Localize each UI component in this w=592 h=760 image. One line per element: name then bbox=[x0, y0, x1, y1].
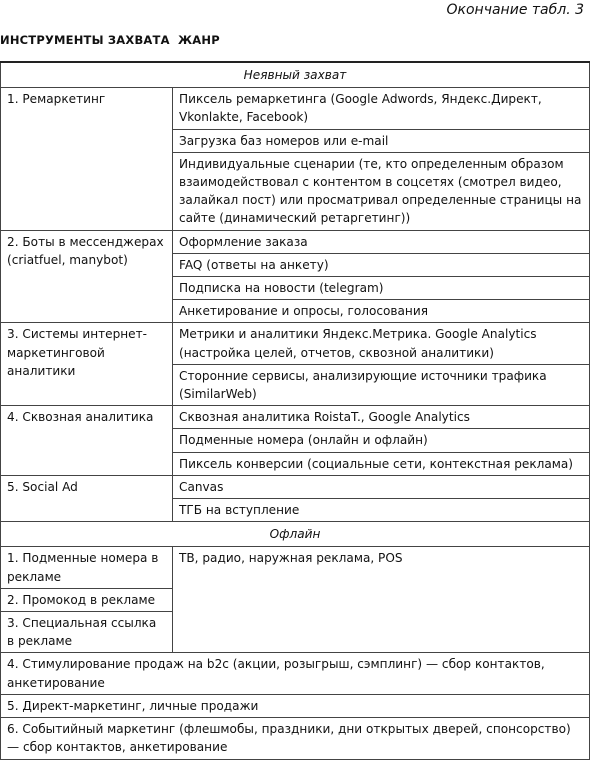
genre-cell: Оформление заказа bbox=[173, 230, 590, 253]
tool-cell: 2. Промокод в рекламе bbox=[1, 588, 173, 611]
table-row bbox=[1, 230, 590, 253]
wide-cell: 4. Стимулирование продаж на b2c (акции, розыгрыш, сэмплинг) — сбор контактов, анкетирование bbox=[1, 653, 590, 694]
table-row bbox=[1, 653, 590, 694]
table-row bbox=[1, 694, 590, 717]
wide-cell: 6. Событийный маркетинг (флешмобы, праздники, дни открытых дверей, спонсорство) — сбор контактов, анкетирование bbox=[1, 718, 590, 759]
section-implicit: Неявный захват bbox=[1, 62, 590, 88]
table-row bbox=[1, 406, 590, 429]
genre-cell: Сторонние сервисы, анализирующие источники трафика (SimilarWeb) bbox=[173, 364, 590, 405]
genre-cell: Пиксель ремаркетинга (Google Adwords, Яндекс.Директ, Vkonlakte, Facebook) bbox=[173, 88, 590, 129]
genre-cell: Canvas bbox=[173, 475, 590, 498]
table-row bbox=[1, 323, 590, 364]
table-row bbox=[1, 88, 590, 129]
tool-cell: 4. Сквозная аналитика bbox=[1, 406, 173, 476]
table-caption: Окончание табл. 3 bbox=[446, 2, 584, 18]
capture-tools-table bbox=[0, 61, 590, 760]
genre-cell: ТВ, радио, наружная реклама, POS bbox=[173, 547, 590, 653]
genre-cell: Загрузка баз номеров или e-mail bbox=[173, 129, 590, 152]
header-tools: ИНСТРУМЕНТЫ ЗАХВАТА bbox=[0, 33, 170, 47]
table-row bbox=[1, 718, 590, 759]
genre-cell: Анкетирование и опросы, голосования bbox=[173, 300, 590, 323]
tool-cell: 3. Системы интернет-маркетинговой аналитики bbox=[1, 323, 173, 406]
wide-cell: 5. Директ-маркетинг, личные продажи bbox=[1, 694, 590, 717]
genre-cell: ТГБ на вступление bbox=[173, 499, 590, 522]
genre-cell: Сквозная аналитика RoistaT., Google Analytics bbox=[173, 406, 590, 429]
genre-cell: Подменные номера (онлайн и офлайн) bbox=[173, 429, 590, 452]
tool-cell: 1. Подменные номера в рекламе bbox=[1, 547, 173, 588]
tool-cell: 5. Social Ad bbox=[1, 475, 173, 521]
genre-cell: FAQ (ответы на анкету) bbox=[173, 253, 590, 276]
genre-cell: Пиксель конверсии (социальные сети, контекстная реклама) bbox=[173, 452, 590, 475]
genre-cell: Метрики и аналитики Яндекс.Метрика. Google Analytics (настройка целей, отчетов, сквозной аналитики) bbox=[173, 323, 590, 364]
header-genre: ЖАНР bbox=[178, 33, 220, 47]
genre-cell: Подписка на новости (telegram) bbox=[173, 277, 590, 300]
tool-cell: 1. Ремаркетинг bbox=[1, 88, 173, 230]
tool-cell: 3. Специальная ссылка в рекламе bbox=[1, 612, 173, 653]
table-row bbox=[1, 475, 590, 498]
tool-cell: 2. Боты в мессенджерах (criatfuel, manybot) bbox=[1, 230, 173, 323]
section-offline: Офлайн bbox=[1, 522, 590, 547]
table-row bbox=[1, 547, 590, 588]
genre-cell: Индивидуальные сценарии (те, кто определенным образом взаимодействовал с контентом в соцсетях (смотрел видео, залайкал пост) или просматривал определенные страницы на сайте (динамический ретаргетинг)) bbox=[173, 152, 590, 230]
